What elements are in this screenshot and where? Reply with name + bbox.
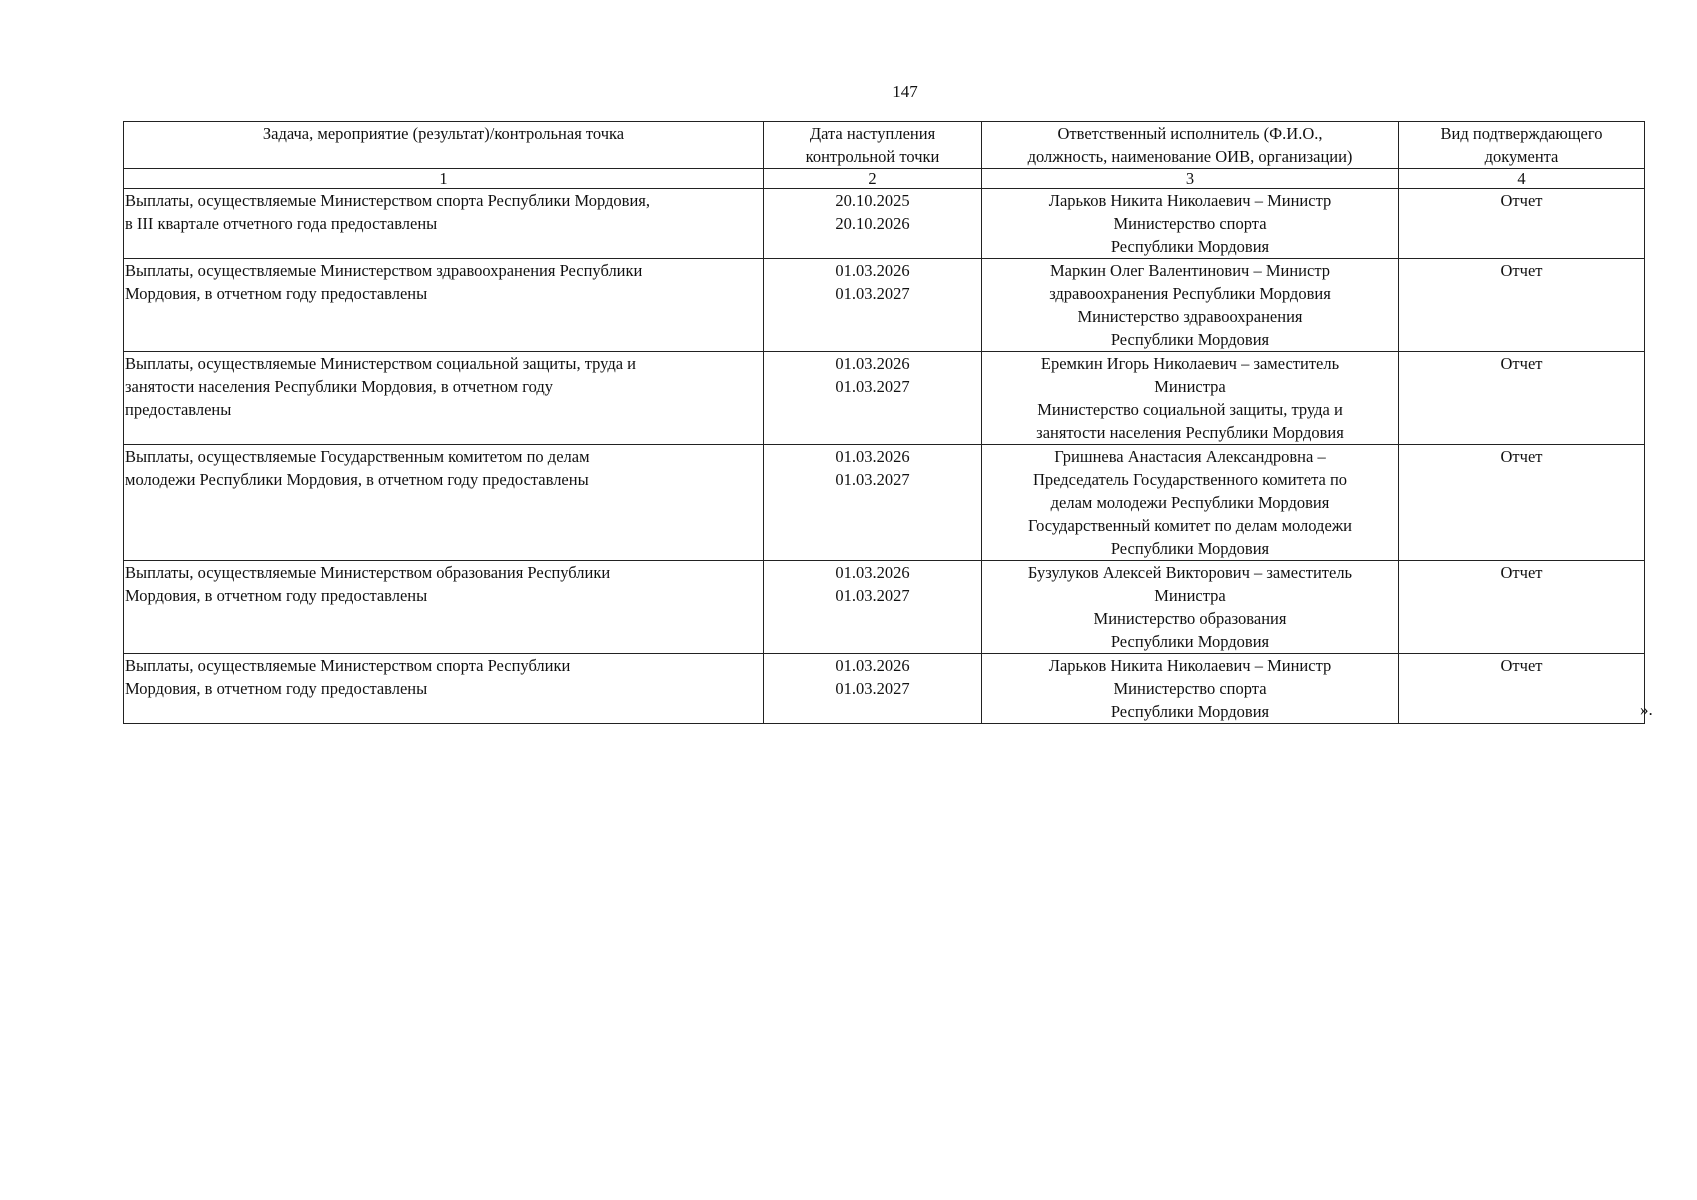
- header-date: Дата наступления контрольной точки: [764, 122, 982, 169]
- date-cell: 01.03.2026 01.03.2027: [764, 445, 982, 561]
- closing-quote: ».: [1640, 700, 1653, 719]
- column-number: 2: [764, 169, 982, 189]
- task-cell: Выплаты, осуществляемые Министерством спорта Республики Мордовия, в III квартале отчетного года предоставлены: [124, 189, 764, 259]
- table-header-row: [124, 122, 1645, 169]
- date-cell: 20.10.2025 20.10.2026: [764, 189, 982, 259]
- document-type-cell: Отчет: [1399, 561, 1645, 654]
- responsible-cell: Ларьков Никита Николаевич – Министр Министерство спорта Республики Мордовия: [982, 654, 1399, 724]
- date-cell: 01.03.2026 01.03.2027: [764, 561, 982, 654]
- task-cell: Выплаты, осуществляемые Министерством здравоохранения Республики Мордовия, в отчетном году предоставлены: [124, 259, 764, 352]
- header-document-type: Вид подтверждающего документа: [1399, 122, 1645, 169]
- page-number: 147: [892, 82, 918, 101]
- table-row: [124, 561, 1645, 654]
- document-type-cell: Отчет: [1399, 352, 1645, 445]
- header-task: Задача, мероприятие (результат)/контрольная точка: [124, 122, 764, 169]
- document-type-cell: Отчет: [1399, 259, 1645, 352]
- column-number: 1: [124, 169, 764, 189]
- column-number: 3: [982, 169, 1399, 189]
- responsible-cell: Бузулуков Алексей Викторович – заместитель Министра Министерство образования Республики Мордовия: [982, 561, 1399, 654]
- table-row: [124, 654, 1645, 724]
- responsible-cell: Маркин Олег Валентинович – Министр здравоохранения Республики Мордовия Министерство здравоохранения Республики Мордовия: [982, 259, 1399, 352]
- responsible-cell: Гришнева Анастасия Александровна – Председатель Государственного комитета по делам молодежи Республики Мордовия Государственный комитет по делам молодежи Республики Мордовия: [982, 445, 1399, 561]
- responsible-cell: Ларьков Никита Николаевич – Министр Министерство спорта Республики Мордовия: [982, 189, 1399, 259]
- date-cell: 01.03.2026 01.03.2027: [764, 352, 982, 445]
- document-type-cell: Отчет: [1399, 445, 1645, 561]
- table-row: [124, 259, 1645, 352]
- task-cell: Выплаты, осуществляемые Министерством образования Республики Мордовия, в отчетном году предоставлены: [124, 561, 764, 654]
- document-type-cell: Отчет: [1399, 654, 1645, 724]
- task-cell: Выплаты, осуществляемые Государственным комитетом по делам молодежи Республики Мордовия, в отчетном году предоставлены: [124, 445, 764, 561]
- responsible-cell: Еремкин Игорь Николаевич – заместитель Министра Министерство социальной защиты, труда и занятости населения Республики Мордовия: [982, 352, 1399, 445]
- control-points-table: [123, 121, 1645, 724]
- column-number: 4: [1399, 169, 1645, 189]
- table-row: [124, 352, 1645, 445]
- date-cell: 01.03.2026 01.03.2027: [764, 654, 982, 724]
- table-row: [124, 189, 1645, 259]
- document-type-cell: Отчет: [1399, 189, 1645, 259]
- table-row: [124, 445, 1645, 561]
- task-cell: Выплаты, осуществляемые Министерством спорта Республики Мордовия, в отчетном году предоставлены: [124, 654, 764, 724]
- date-cell: 01.03.2026 01.03.2027: [764, 259, 982, 352]
- task-cell: Выплаты, осуществляемые Министерством социальной защиты, труда и занятости населения Республики Мордовия, в отчетном году предоставлены: [124, 352, 764, 445]
- header-responsible: Ответственный исполнитель (Ф.И.О., должность, наименование ОИВ, организации): [982, 122, 1399, 169]
- column-number-row: [124, 169, 1645, 189]
